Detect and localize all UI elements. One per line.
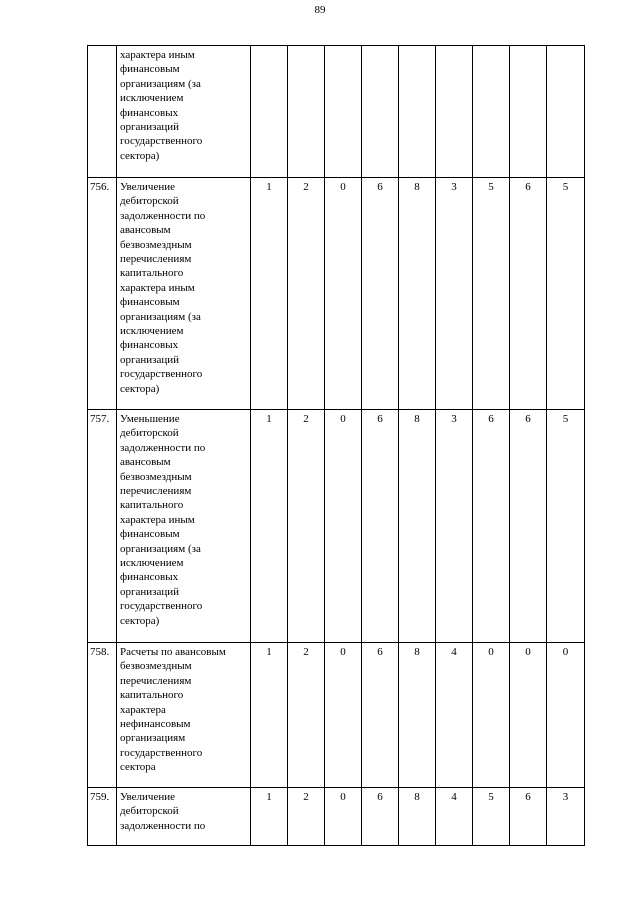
description-line: сектора) [120, 149, 160, 162]
table-row [88, 788, 585, 846]
description-line: перечислениям [120, 674, 192, 687]
table-row [88, 410, 585, 643]
code-digit-9: 0 [547, 643, 585, 788]
description-line: исключением [120, 557, 184, 570]
description-line: финансовых [120, 339, 179, 352]
code-digit-8: 6 [510, 410, 547, 643]
code-digit-8: 6 [510, 178, 547, 410]
description-line: организаций [120, 121, 180, 134]
code-digit-8: 0 [510, 643, 547, 788]
description-line: авансовым [120, 456, 171, 469]
description-line: государственного [120, 135, 203, 148]
description-line: государственного [120, 600, 203, 613]
description-line: государственного [120, 746, 203, 759]
code-digit-6: 4 [436, 643, 473, 788]
code-digit-5: 8 [399, 643, 436, 788]
ledger-table [87, 45, 585, 846]
description-line: характера [120, 703, 166, 716]
code-digit-4: 6 [362, 788, 399, 846]
description-line: дебиторской [120, 427, 179, 440]
description-line: безвозмездным [120, 660, 192, 673]
description-line: перечислениям [120, 485, 192, 498]
row-description [117, 643, 251, 788]
code-digit-7: 5 [473, 788, 510, 846]
row-description [117, 46, 251, 178]
code-digit-6: 3 [436, 410, 473, 643]
description-line: безвозмездным [120, 470, 192, 483]
description-line: исключением [120, 92, 184, 105]
code-digit-9 [547, 46, 585, 178]
code-digit-3 [325, 46, 362, 178]
description-line: Увеличение [120, 181, 176, 193]
table-row [88, 643, 585, 788]
description-line: капитального [120, 267, 184, 280]
code-digit-2: 2 [288, 788, 325, 846]
row-number: 757. [88, 410, 117, 643]
description-line: характера иным [120, 513, 195, 526]
description-line: задолженности по [120, 209, 206, 222]
description-line: перечислениям [120, 253, 192, 266]
code-digit-5 [399, 46, 436, 178]
code-digit-1: 1 [251, 410, 288, 643]
description-line: организациям (за [120, 77, 201, 90]
ledger-body [88, 46, 585, 846]
page-number: 89 [314, 4, 326, 16]
code-digit-6: 4 [436, 788, 473, 846]
code-digit-7: 5 [473, 178, 510, 410]
row-description [117, 410, 251, 643]
code-digit-8: 6 [510, 788, 547, 846]
code-digit-3: 0 [325, 410, 362, 643]
description-line: финансовых [120, 571, 179, 584]
description-line: финансовых [120, 106, 179, 119]
description-line: дебиторской [120, 805, 179, 818]
description-line: сектора [120, 761, 156, 774]
code-digit-3: 0 [325, 643, 362, 788]
description-line: характера иным [120, 281, 195, 294]
code-digit-4 [362, 46, 399, 178]
description-line: финансовым [120, 528, 180, 541]
code-digit-8 [510, 46, 547, 178]
description-line: финансовым [120, 63, 180, 76]
description-line: организациям [120, 732, 186, 745]
description-line: государственного [120, 368, 203, 381]
code-digit-2 [288, 46, 325, 178]
row-number: 758. [88, 643, 117, 788]
code-digit-3: 0 [325, 178, 362, 410]
row-number [88, 46, 117, 178]
description-line: организациям (за [120, 542, 201, 555]
code-digit-9: 5 [547, 178, 585, 410]
row-number: 756. [88, 178, 117, 410]
code-digit-6 [436, 46, 473, 178]
code-digit-2: 2 [288, 410, 325, 643]
code-digit-4: 6 [362, 178, 399, 410]
description-line: финансовым [120, 296, 180, 309]
code-digit-9: 5 [547, 410, 585, 643]
description-line: организаций [120, 353, 180, 366]
code-digit-2: 2 [288, 178, 325, 410]
description-line: капитального [120, 689, 184, 702]
code-digit-3: 0 [325, 788, 362, 846]
row-description [117, 788, 251, 846]
description-line: сектора) [120, 614, 160, 627]
description-line: сектора) [120, 382, 160, 395]
description-line: безвозмездным [120, 238, 192, 251]
code-digit-7 [473, 46, 510, 178]
description-line: Уменьшение [120, 413, 180, 425]
description-line: характера иным [120, 49, 195, 61]
code-digit-1 [251, 46, 288, 178]
code-digit-4: 6 [362, 643, 399, 788]
table-row [88, 178, 585, 410]
description-line: задолженности по [120, 819, 206, 832]
code-digit-9: 3 [547, 788, 585, 846]
code-digit-4: 6 [362, 410, 399, 643]
code-digit-7: 6 [473, 410, 510, 643]
description-line: Увеличение [120, 791, 176, 803]
code-digit-7: 0 [473, 643, 510, 788]
code-digit-6: 3 [436, 178, 473, 410]
description-line: капитального [120, 499, 184, 512]
code-digit-5: 8 [399, 410, 436, 643]
code-digit-1: 1 [251, 788, 288, 846]
description-line: организациям (за [120, 310, 201, 323]
code-digit-1: 1 [251, 643, 288, 788]
row-description [117, 178, 251, 410]
code-digit-5: 8 [399, 178, 436, 410]
description-line: исключением [120, 325, 184, 338]
description-line: авансовым [120, 224, 171, 237]
code-digit-1: 1 [251, 178, 288, 410]
table-row [88, 46, 585, 178]
description-line: организаций [120, 585, 180, 598]
description-line: задолженности по [120, 441, 206, 454]
description-line: Расчеты по авансовым [120, 646, 226, 658]
code-digit-5: 8 [399, 788, 436, 846]
code-digit-2: 2 [288, 643, 325, 788]
row-number: 759. [88, 788, 117, 846]
description-line: нефинансовым [120, 718, 191, 731]
description-line: дебиторской [120, 195, 179, 208]
